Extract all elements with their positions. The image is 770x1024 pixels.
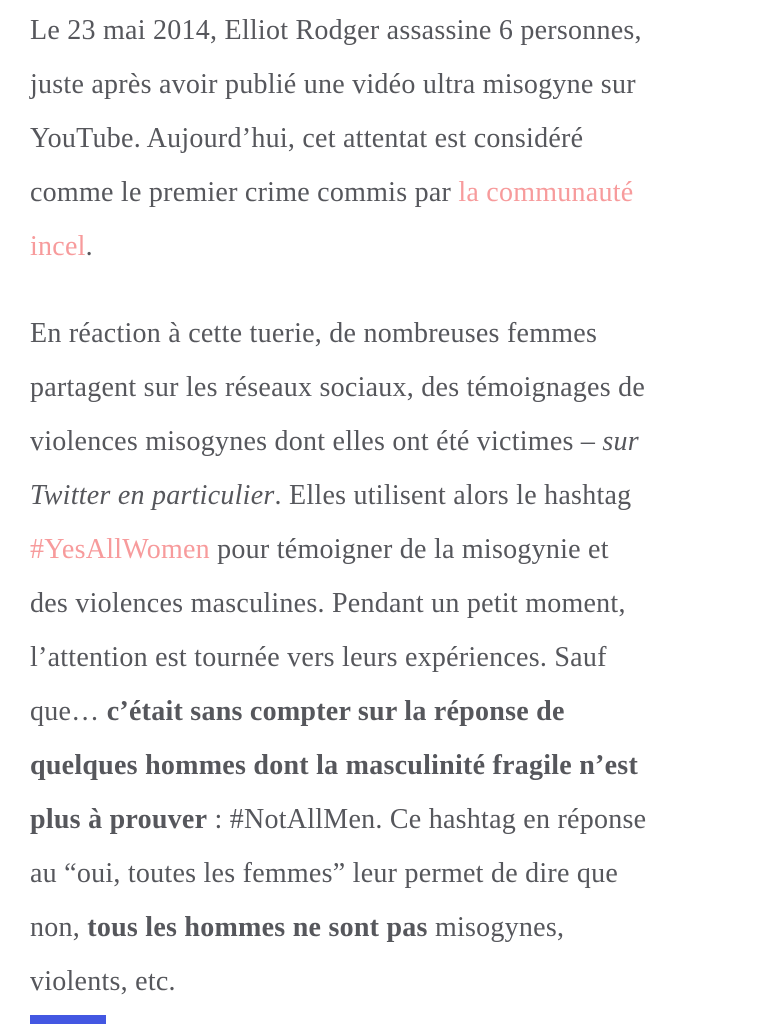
text-line [30, 901, 744, 955]
text-segment: . Elles utilisent alors le hashtag [274, 480, 632, 511]
text-segment: que… [30, 696, 107, 727]
text-line [30, 415, 744, 469]
paragraph [30, 4, 744, 274]
text-segment: l’attention est tournée vers leurs expériences. Sauf [30, 642, 607, 673]
text-line [30, 220, 744, 274]
text-segment: . [85, 231, 93, 262]
text-line [30, 577, 744, 631]
text-segment: sur [602, 426, 639, 457]
text-line [30, 739, 744, 793]
link-la-communaute-incel[interactable]: la communauté [458, 177, 634, 208]
text-line [30, 4, 744, 58]
text-line [30, 307, 744, 361]
text-line [30, 361, 744, 415]
text-line [30, 631, 744, 685]
text-segment: Le 23 mai 2014, Elliot Rodger assassine 6 personnes, [30, 15, 642, 46]
text-segment: des violences masculines. Pendant un petit moment, [30, 588, 626, 619]
text-segment: juste après avoir publié une vidéo ultra misogyne sur [30, 69, 636, 100]
text-line [30, 58, 744, 112]
text-segment: partagent sur les réseaux sociaux, des témoignages de [30, 372, 646, 403]
text-line [30, 523, 744, 577]
text-segment: plus à prouver [30, 804, 208, 835]
text-segment: au “oui, toutes les femmes” leur permet de dire que [30, 858, 619, 889]
text-segment: pour témoigner de la misogynie et [209, 534, 609, 565]
text-segment: c’était sans compter sur la réponse de [106, 696, 565, 727]
text-segment: En réaction à cette tuerie, de nombreuses femmes [30, 318, 598, 349]
text-segment: comme le premier crime commis par [30, 177, 459, 208]
link-la-communaute-incel[interactable]: incel [30, 231, 86, 262]
paragraph [30, 307, 744, 1009]
text-line [30, 847, 744, 901]
text-segment: : #NotAllMen. Ce hashtag en réponse [207, 804, 647, 835]
text-line [30, 166, 744, 220]
text-segment: misogynes, [427, 912, 565, 943]
embed-edge-bar [30, 1015, 106, 1024]
text-segment: tous les hommes ne sont pas [87, 912, 428, 943]
text-segment: YouTube. Aujourd’hui, cet attentat est considéré [30, 123, 584, 154]
text-segment: quelques hommes dont la masculinité fragile n’est [30, 750, 639, 781]
text-segment: non, [30, 912, 88, 943]
text-segment: violents, etc. [30, 966, 176, 997]
text-line [30, 793, 744, 847]
link-yesallwomen[interactable]: #YesAllWomen [30, 534, 210, 565]
text-line [30, 112, 744, 166]
text-line [30, 955, 744, 1009]
text-line [30, 469, 744, 523]
text-segment: violences misogynes dont elles ont été victimes – [30, 426, 603, 457]
text-line [30, 685, 744, 739]
text-segment: Twitter en particulier [30, 480, 275, 511]
